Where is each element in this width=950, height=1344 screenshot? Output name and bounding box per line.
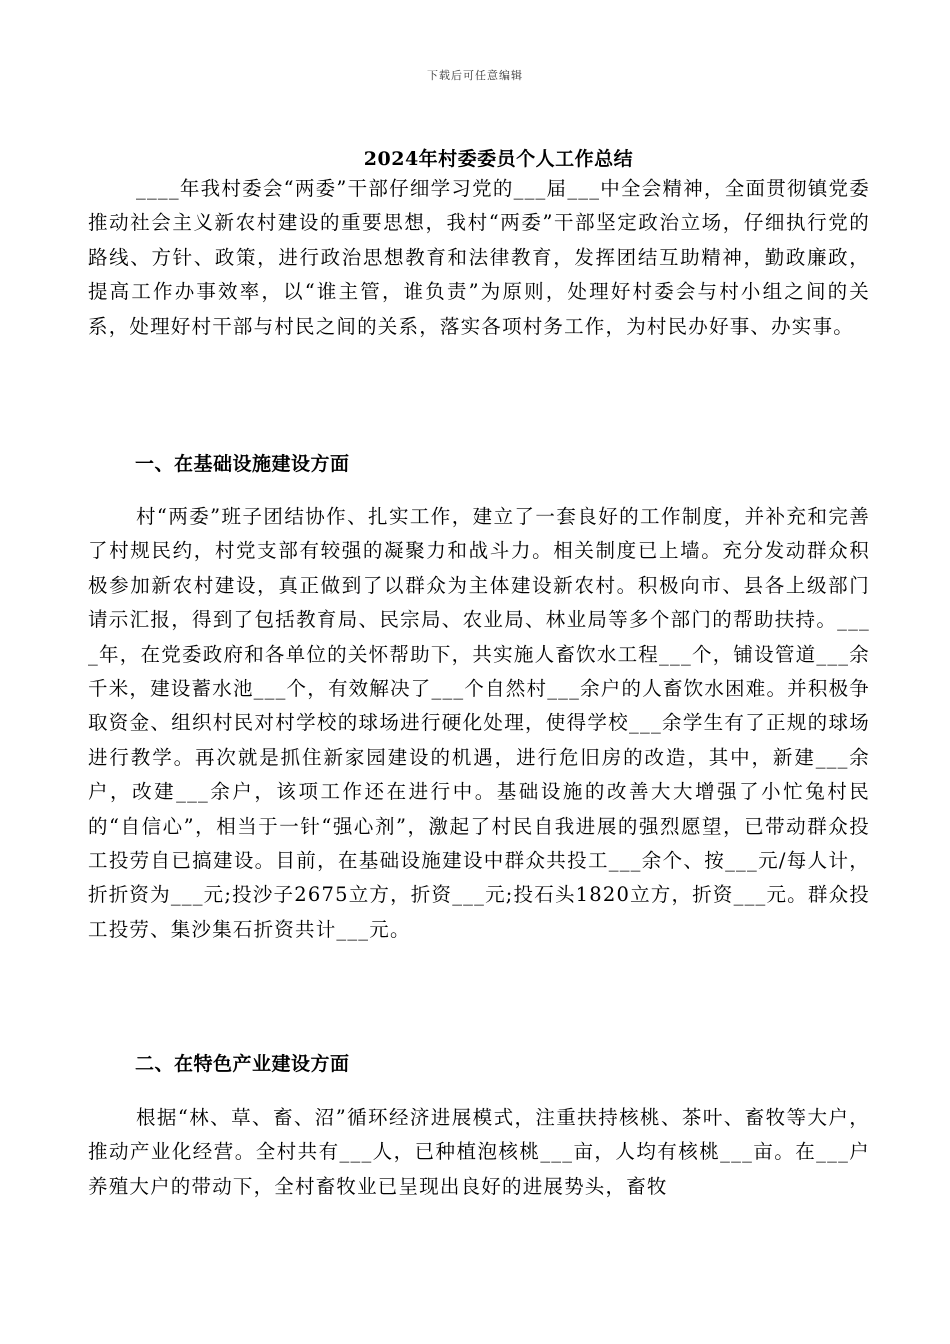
paragraph-industry: 根据“林、草、畜、沼”循环经济进展模式，注重扶持核桃、茶叶、畜牧等大户，推动产业化经营。全村共有___人，已种植泡核桃___亩，人均有核桃___亩。在___户养殖大户的带动下，全村畜牧业已呈现出良好的进展势头，畜牧 [88,1106,870,1198]
document-title: 2024年村委委员个人工作总结 [363,148,634,170]
paragraph-infrastructure: 村“两委”班子团结协作、扎实工作，建立了一套良好的工作制度，并补充和完善了村规民约，村党支部有较强的凝聚力和战斗力。相关制度已上墙。充分发动群众积极参加新农村建设，真正做到了以群众为主体建设新农村。积极向市、县各上级部门请示汇报，得到了包括教育局、民宗局、农业局、林业局等多个部门的帮助扶持。____年，在党委政府和各单位的关怀帮助下，共实施人畜饮水工程___个，铺设管道___余千米，建设蓄水池___个，有效解决了___个自然村___余户的人畜饮水困难。并积极争取资金、组织村民对村学校的球场进行硬化处理，使得学校___余学生有了正规的球场进行教学。再次就是抓住新家园建设的机遇，进行危旧房的改造，其中，新建___余户，改建___余户，该项工作还在进行中。基础设施的改善大大增强了小忙兔村民的“自信心”，相当于一针“强心剂”，激起了村民自我进展的强烈愿望，已带动群众投工投劳自已搞建设。目前，在基础设施建设中群众共投工___余个、按___元/每人计，折折资为___元;投沙子2675立方，折资___元;投石头1820立方，折资___元。群众投工投劳、集沙集石折资共计___元。 [88,505,870,941]
section-heading-industry: 二、在特色产业建设方面 [135,1053,350,1075]
section-heading-infrastructure: 一、在基础设施建设方面 [135,453,350,475]
header-note: 下载后可任意编辑 [427,69,523,82]
paragraph-intro: ____年我村委会“两委”干部仔细学习党的___届___中全会精神，全面贯彻镇党委推动社会主义新农村建设的重要思想，我村“两委”干部坚定政治立场，仔细执行党的路线、方针、政策，进行政治思想教育和法律教育，发挥团结互助精神，勤政廉政，提高工作办事效率，以“谁主管，谁负责”为原则，处理好村委会与村小组之间的关系，处理好村干部与村民之间的关系，落实各项村务工作，为村民办好事、办实事。 [88,177,870,338]
